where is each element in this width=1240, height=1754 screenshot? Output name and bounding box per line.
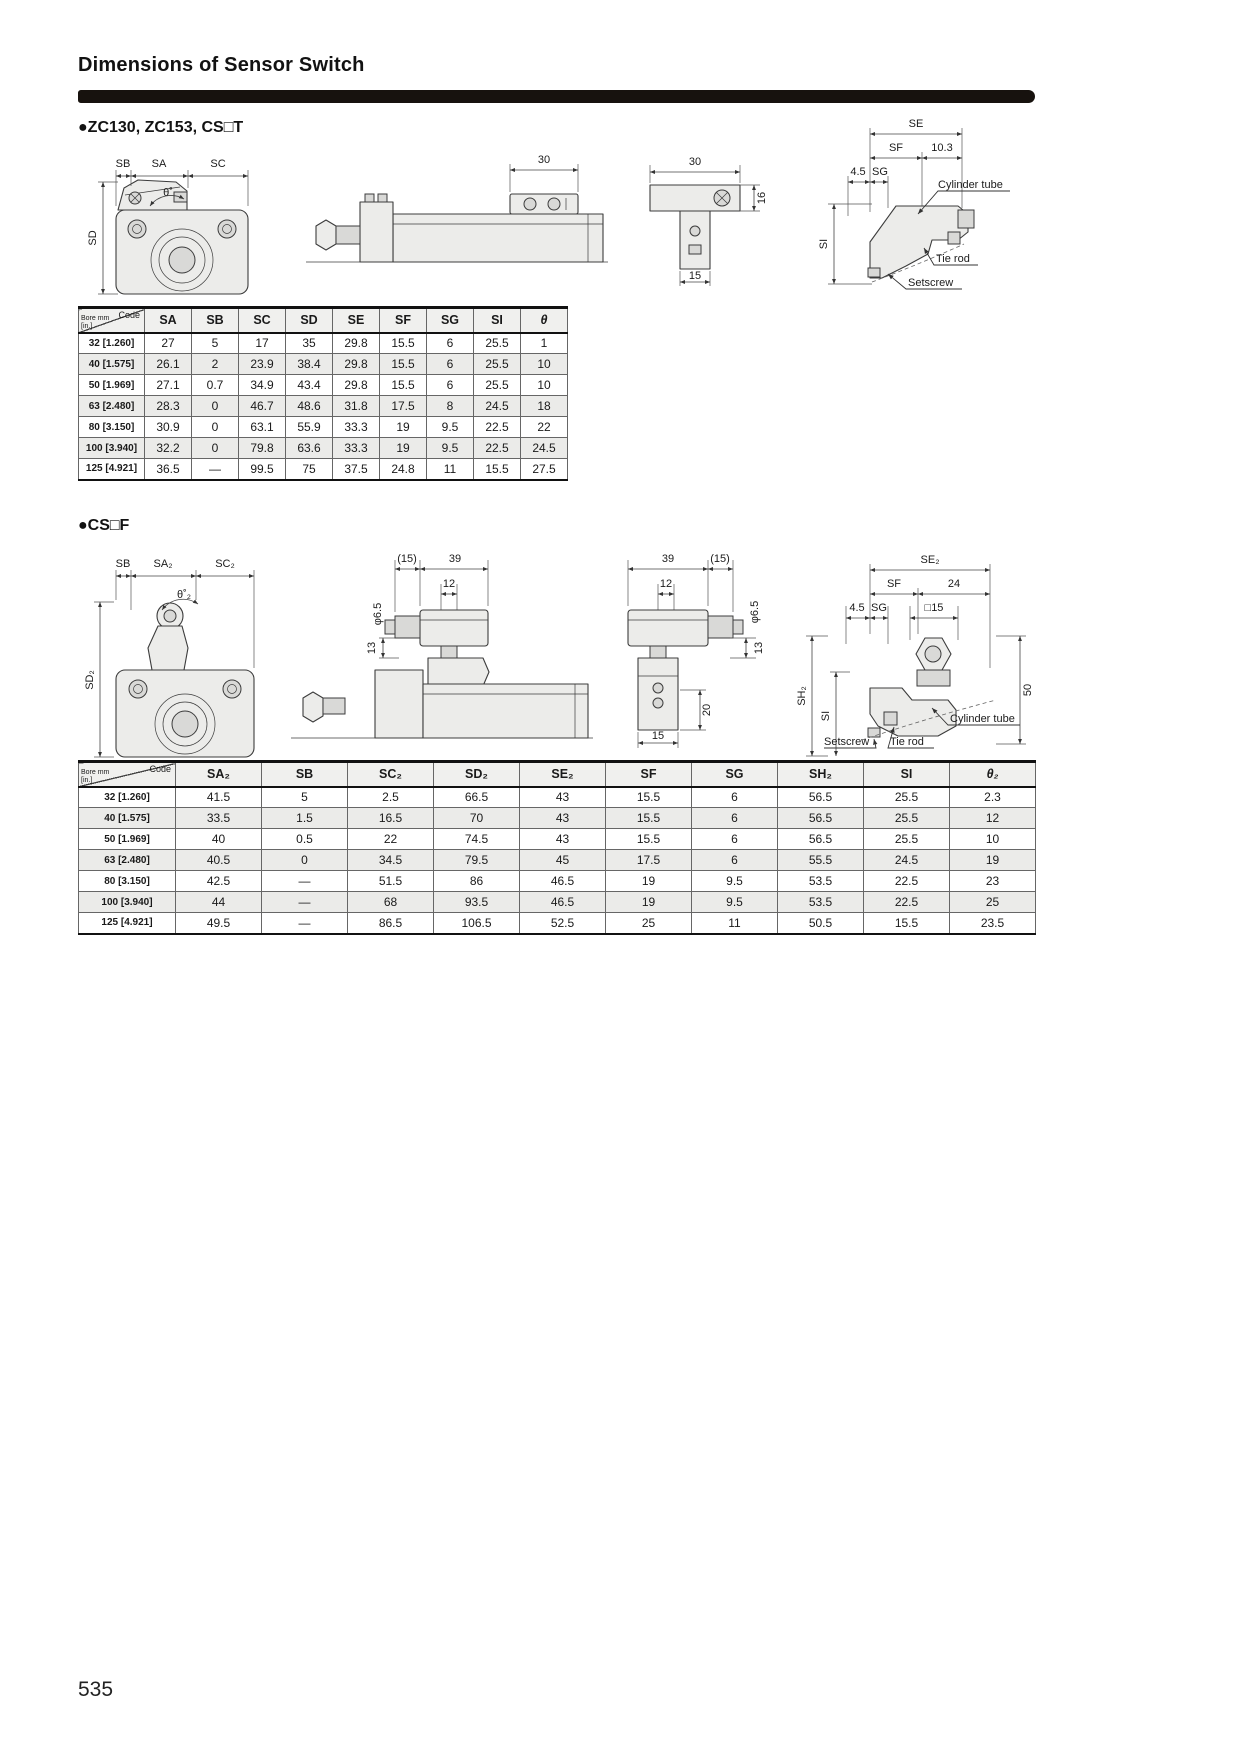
callout-setscrew: Setscrew xyxy=(824,736,870,748)
dim-value-cell: 19 xyxy=(606,871,692,892)
dim-value-cell: 0 xyxy=(192,438,239,459)
column-header: θ xyxy=(521,308,568,333)
table-row xyxy=(79,417,568,438)
drawing-cst-front-view xyxy=(88,146,263,298)
table-row xyxy=(79,333,568,354)
dim-value-cell: 53.5 xyxy=(778,892,864,913)
dim-value-cell: 9.5 xyxy=(427,417,474,438)
dim-value-cell: 0 xyxy=(262,850,348,871)
dim-value-cell: 63.6 xyxy=(286,438,333,459)
column-header: θ₂ xyxy=(950,762,1036,787)
column-header: SE xyxy=(333,308,380,333)
drawing-csf-side-view xyxy=(283,550,598,760)
dim-value-cell: 17.5 xyxy=(380,396,427,417)
drawing-cst-mount-detail xyxy=(812,112,1040,304)
dim-value-cell: 6 xyxy=(427,375,474,396)
dim-value-cell: 9.5 xyxy=(427,438,474,459)
dim-label-si: SI xyxy=(818,238,830,250)
dim-value-cell: 46.5 xyxy=(520,892,606,913)
dim-value-cell: 40.5 xyxy=(176,850,262,871)
dim-value-cell: 10 xyxy=(950,829,1036,850)
dim-value-cell: 68 xyxy=(348,892,434,913)
dim-label-sf: SF xyxy=(888,142,904,154)
dim-value-cell: 17 xyxy=(239,333,286,354)
dim-value-cell: 6 xyxy=(692,829,778,850)
section1-heading: ●ZC130, ZC153, CS□T xyxy=(78,119,244,136)
dim-value-cell: 106.5 xyxy=(434,913,520,934)
dim-value-cell: 16.5 xyxy=(348,808,434,829)
dim-value-cell: 24.5 xyxy=(474,396,521,417)
table-row xyxy=(79,438,568,459)
dim-value-cell: 45 xyxy=(520,850,606,871)
table-row xyxy=(79,787,1036,808)
bore-cell: 32 [1.260] xyxy=(79,333,145,354)
dim-value-cell: 99.5 xyxy=(239,459,286,480)
dim-value-cell: 28.3 xyxy=(145,396,192,417)
bore-cell: 40 [1.575] xyxy=(79,808,176,829)
dim-label-sg: SG xyxy=(872,166,888,178)
table-row xyxy=(79,354,568,375)
column-header: SD₂ xyxy=(434,762,520,787)
corner-bore-label: Bore mm [in.] xyxy=(81,315,110,330)
corner-bore-label: Bore mm [in.] xyxy=(81,769,110,784)
drawing-cst-end-view xyxy=(625,153,770,293)
dim-value-cell: 5 xyxy=(192,333,239,354)
dim-label-30: 30 xyxy=(688,156,702,168)
column-header: SH₂ xyxy=(778,762,864,787)
dim-value-cell: 23.5 xyxy=(950,913,1036,934)
dim-value-cell: 2 xyxy=(192,354,239,375)
drawing-csf-front-view xyxy=(86,552,271,760)
bore-cell: 80 [3.150] xyxy=(79,417,145,438)
dim-label-15p: (15) xyxy=(710,553,730,565)
dim-value-cell: 15.5 xyxy=(606,808,692,829)
column-header: SC xyxy=(239,308,286,333)
dim-label-sc2: SC₂ xyxy=(215,558,235,570)
dim-value-cell: 51.5 xyxy=(348,871,434,892)
dim-label-theta: θ˚ xyxy=(163,187,173,199)
dim-value-cell: 48.6 xyxy=(286,396,333,417)
table-header-row xyxy=(79,308,568,333)
dim-value-cell: 26.1 xyxy=(145,354,192,375)
corner-code-label: Code xyxy=(118,310,140,320)
bore-cell: 100 [3.940] xyxy=(79,438,145,459)
column-header: SB xyxy=(262,762,348,787)
dim-label-si: SI xyxy=(820,710,832,722)
dim-value-cell: 23.9 xyxy=(239,354,286,375)
dim-value-cell: 0 xyxy=(192,396,239,417)
dim-value-cell: 27.5 xyxy=(521,459,568,480)
dim-value-cell: 1.5 xyxy=(262,808,348,829)
bore-cell: 100 [3.940] xyxy=(79,892,176,913)
dim-value-cell: 43 xyxy=(520,787,606,808)
dim-value-cell: 37.5 xyxy=(333,459,380,480)
dim-value-cell: 93.5 xyxy=(434,892,520,913)
dim-label-20: 20 xyxy=(701,703,713,717)
dim-value-cell: 23 xyxy=(950,871,1036,892)
bore-cell: 80 [3.150] xyxy=(79,871,176,892)
dim-value-cell: 10 xyxy=(521,375,568,396)
dim-value-cell: — xyxy=(262,913,348,934)
bore-cell: 125 [4.921] xyxy=(79,459,145,480)
callout-tie-rod: Tie rod xyxy=(890,736,924,748)
dim-value-cell: 43.4 xyxy=(286,375,333,396)
bore-cell: 63 [2.480] xyxy=(79,850,176,871)
dim-value-cell: 15.5 xyxy=(864,913,950,934)
dim-value-cell: 25 xyxy=(950,892,1036,913)
column-header: SC₂ xyxy=(348,762,434,787)
dim-value-cell: 29.8 xyxy=(333,375,380,396)
dim-label-se: SE xyxy=(908,118,924,130)
table-row xyxy=(79,829,1036,850)
dim-value-cell: 86.5 xyxy=(348,913,434,934)
dim-label-4-5: 4.5 xyxy=(849,602,865,614)
table-row xyxy=(79,375,568,396)
column-header: SI xyxy=(864,762,950,787)
dim-label-dia65: φ6.5 xyxy=(749,600,761,624)
dim-value-cell: 18 xyxy=(521,396,568,417)
dim-value-cell: 22.5 xyxy=(474,438,521,459)
dim-value-cell: 9.5 xyxy=(692,892,778,913)
dim-value-cell: 75 xyxy=(286,459,333,480)
dim-value-cell: 35 xyxy=(286,333,333,354)
dim-value-cell: 25 xyxy=(606,913,692,934)
dim-value-cell: 11 xyxy=(427,459,474,480)
dim-label-15: 15 xyxy=(651,730,665,742)
dim-value-cell: 40 xyxy=(176,829,262,850)
dim-value-cell: 11 xyxy=(692,913,778,934)
dim-label-13: 13 xyxy=(366,641,378,655)
dim-value-cell: 25.5 xyxy=(474,354,521,375)
dim-value-cell: 17.5 xyxy=(606,850,692,871)
table-row xyxy=(79,892,1036,913)
dim-value-cell: 24.8 xyxy=(380,459,427,480)
dim-value-cell: 24.5 xyxy=(521,438,568,459)
table-row xyxy=(79,871,1036,892)
dim-value-cell: 74.5 xyxy=(434,829,520,850)
dim-value-cell: 22 xyxy=(521,417,568,438)
column-header: SG xyxy=(692,762,778,787)
corner-code-label: Code xyxy=(149,764,171,774)
bore-cell: 40 [1.575] xyxy=(79,354,145,375)
dim-label-12: 12 xyxy=(659,578,673,590)
dim-label-10-3: 10.3 xyxy=(931,142,953,154)
dim-value-cell: 25.5 xyxy=(474,375,521,396)
page-title: Dimensions of Sensor Switch xyxy=(78,54,365,76)
dim-value-cell: 19 xyxy=(950,850,1036,871)
dim-value-cell: 29.8 xyxy=(333,333,380,354)
dim-value-cell: 34.9 xyxy=(239,375,286,396)
dim-value-cell: 12 xyxy=(950,808,1036,829)
dim-value-cell: 19 xyxy=(606,892,692,913)
dim-value-cell: 46.5 xyxy=(520,871,606,892)
callout-cylinder-tube: Cylinder tube xyxy=(938,179,1003,191)
bore-cell: 50 [1.969] xyxy=(79,829,176,850)
dim-value-cell: 36.5 xyxy=(145,459,192,480)
dim-value-cell: 15.5 xyxy=(474,459,521,480)
dim-value-cell: 49.5 xyxy=(176,913,262,934)
dim-value-cell: 19 xyxy=(380,438,427,459)
dim-value-cell: — xyxy=(262,892,348,913)
dim-value-cell: 42.5 xyxy=(176,871,262,892)
dim-value-cell: 38.4 xyxy=(286,354,333,375)
dim-value-cell: 22 xyxy=(348,829,434,850)
dim-value-cell: 56.5 xyxy=(778,808,864,829)
column-header: SD xyxy=(286,308,333,333)
column-header: SE₂ xyxy=(520,762,606,787)
dim-label-dia65: φ6.5 xyxy=(372,602,384,626)
dim-label-24: 24 xyxy=(947,578,961,590)
dim-value-cell: 41.5 xyxy=(176,787,262,808)
dim-value-cell: 15.5 xyxy=(380,333,427,354)
dim-value-cell: 6 xyxy=(427,333,474,354)
dim-value-cell: 79.5 xyxy=(434,850,520,871)
dim-value-cell: 24.5 xyxy=(864,850,950,871)
dim-value-cell: 10 xyxy=(521,354,568,375)
dim-label-13: 13 xyxy=(753,641,765,655)
table-row xyxy=(79,459,568,480)
table-row xyxy=(79,850,1036,871)
dim-value-cell: — xyxy=(192,459,239,480)
dim-label-sd2: SD₂ xyxy=(84,670,96,690)
section2-heading: ●CS□F xyxy=(78,517,130,534)
bore-cell: 63 [2.480] xyxy=(79,396,145,417)
column-header: SI xyxy=(474,308,521,333)
corner-cell xyxy=(79,762,176,787)
dim-label-sb: SB xyxy=(115,158,131,170)
dim-value-cell: 46.7 xyxy=(239,396,286,417)
table-header-row xyxy=(79,762,1036,787)
dim-value-cell: 15.5 xyxy=(380,354,427,375)
dim-value-cell: 6 xyxy=(427,354,474,375)
dim-value-cell: 70 xyxy=(434,808,520,829)
dim-value-cell: 86 xyxy=(434,871,520,892)
drawing-csf-end-view xyxy=(610,550,800,760)
column-header: SG xyxy=(427,308,474,333)
dim-value-cell: 9.5 xyxy=(692,871,778,892)
bore-cell: 50 [1.969] xyxy=(79,375,145,396)
dim-label-sg: SG xyxy=(871,602,887,614)
dim-value-cell: 22.5 xyxy=(864,892,950,913)
dim-label-sa2: SA₂ xyxy=(153,558,173,570)
dim-value-cell: 31.8 xyxy=(333,396,380,417)
dim-value-cell: 8 xyxy=(427,396,474,417)
dim-value-cell: 53.5 xyxy=(778,871,864,892)
corner-cell xyxy=(79,308,145,333)
dim-value-cell: 43 xyxy=(520,829,606,850)
callout-tie-rod: Tie rod xyxy=(936,253,970,265)
drawing-csf-mount-detail xyxy=(798,548,1040,760)
table-row xyxy=(79,396,568,417)
dim-value-cell: 29.8 xyxy=(333,354,380,375)
table-row xyxy=(79,913,1036,934)
dim-value-cell: 25.5 xyxy=(864,829,950,850)
dim-label-sh2: SH₂ xyxy=(796,686,808,706)
dim-value-cell: 56.5 xyxy=(778,787,864,808)
dim-value-cell: 55.9 xyxy=(286,417,333,438)
dim-label-theta2: θ˚₂ xyxy=(176,589,192,601)
dim-label-sd: SD xyxy=(87,230,99,246)
cst-dimension-table xyxy=(78,306,568,481)
dim-label-sf: SF xyxy=(886,578,902,590)
dim-value-cell: 50.5 xyxy=(778,913,864,934)
dim-value-cell: 43 xyxy=(520,808,606,829)
dim-value-cell: 22.5 xyxy=(864,871,950,892)
table-row xyxy=(79,808,1036,829)
dim-value-cell: 15.5 xyxy=(606,787,692,808)
dim-value-cell: 44 xyxy=(176,892,262,913)
column-header: SA₂ xyxy=(176,762,262,787)
dim-label-4-5: 4.5 xyxy=(850,166,866,178)
dim-value-cell: 33.3 xyxy=(333,417,380,438)
dim-value-cell: 66.5 xyxy=(434,787,520,808)
bore-cell: 125 [4.921] xyxy=(79,913,176,934)
drawing-cst-side-view xyxy=(298,150,613,292)
dim-value-cell: 30.9 xyxy=(145,417,192,438)
column-header: SA xyxy=(145,308,192,333)
dim-value-cell: 33.5 xyxy=(176,808,262,829)
dim-value-cell: 15.5 xyxy=(380,375,427,396)
column-header: SF xyxy=(606,762,692,787)
dim-label-30: 30 xyxy=(537,154,551,166)
title-underline-bar xyxy=(78,90,1035,103)
dim-label-12: 12 xyxy=(442,578,456,590)
dim-value-cell: 15.5 xyxy=(606,829,692,850)
dim-value-cell: 2.5 xyxy=(348,787,434,808)
dim-value-cell: 1 xyxy=(521,333,568,354)
callout-setscrew: Setscrew xyxy=(908,277,954,289)
dim-value-cell: 63.1 xyxy=(239,417,286,438)
dim-value-cell: 34.5 xyxy=(348,850,434,871)
dim-label-50: 50 xyxy=(1022,683,1034,697)
dim-value-cell: 2.3 xyxy=(950,787,1036,808)
dim-value-cell: 5 xyxy=(262,787,348,808)
dim-label-sq15: □15 xyxy=(924,602,944,614)
bore-cell: 32 [1.260] xyxy=(79,787,176,808)
dim-value-cell: 0.7 xyxy=(192,375,239,396)
dim-value-cell: 27.1 xyxy=(145,375,192,396)
dim-value-cell: 6 xyxy=(692,787,778,808)
column-header: SF xyxy=(380,308,427,333)
dim-value-cell: — xyxy=(262,871,348,892)
dim-label-sc: SC xyxy=(210,158,226,170)
dim-label-39: 39 xyxy=(661,553,675,565)
dim-value-cell: 6 xyxy=(692,808,778,829)
page-number: 535 xyxy=(78,1678,114,1701)
dim-label-15: 15 xyxy=(688,270,702,282)
dim-value-cell: 25.5 xyxy=(474,333,521,354)
dim-value-cell: 6 xyxy=(692,850,778,871)
callout-cylinder-tube: Cylinder tube xyxy=(950,713,1015,725)
dim-value-cell: 79.8 xyxy=(239,438,286,459)
dim-value-cell: 56.5 xyxy=(778,829,864,850)
dim-label-se2: SE₂ xyxy=(920,554,940,566)
dim-label-15p: (15) xyxy=(397,553,417,565)
dim-value-cell: 25.5 xyxy=(864,787,950,808)
dim-value-cell: 0 xyxy=(192,417,239,438)
dim-value-cell: 52.5 xyxy=(520,913,606,934)
csf-dimension-table xyxy=(78,760,1036,935)
dim-value-cell: 19 xyxy=(380,417,427,438)
dim-label-16: 16 xyxy=(756,191,768,205)
dim-value-cell: 22.5 xyxy=(474,417,521,438)
dim-value-cell: 33.3 xyxy=(333,438,380,459)
dim-value-cell: 32.2 xyxy=(145,438,192,459)
dim-value-cell: 55.5 xyxy=(778,850,864,871)
dim-value-cell: 0.5 xyxy=(262,829,348,850)
dim-value-cell: 25.5 xyxy=(864,808,950,829)
dim-label-sa: SA xyxy=(151,158,167,170)
dim-label-sb: SB xyxy=(115,558,131,570)
dim-label-39: 39 xyxy=(448,553,462,565)
column-header: SB xyxy=(192,308,239,333)
dim-value-cell: 27 xyxy=(145,333,192,354)
